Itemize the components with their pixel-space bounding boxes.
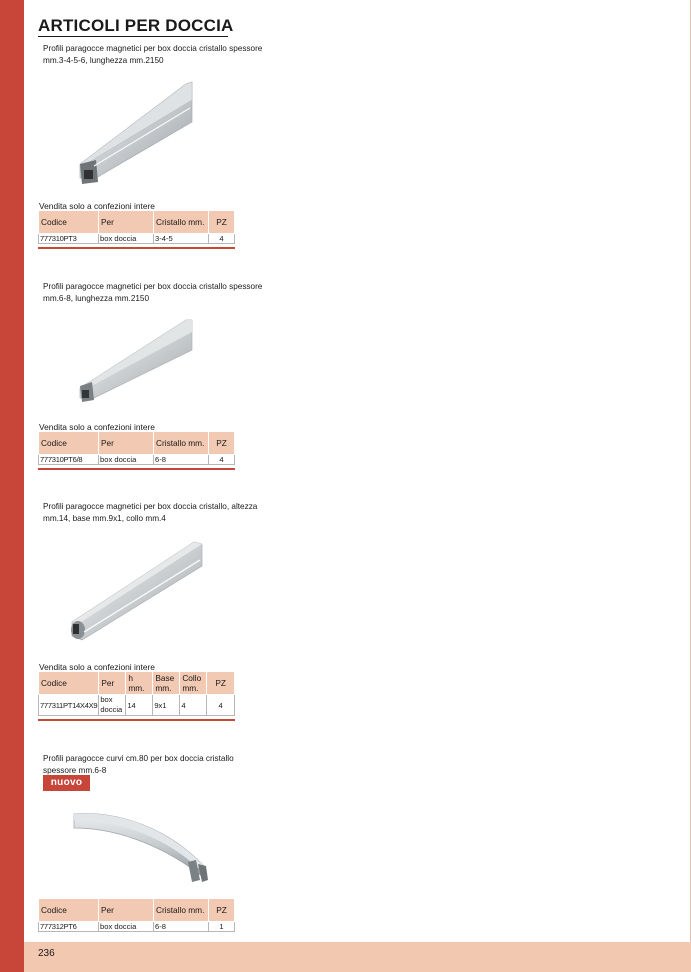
column-header: Codice (39, 211, 99, 234)
footer-band (24, 942, 691, 972)
column-header: Cristallo mm. (154, 211, 209, 234)
cell-collo: 4 (180, 695, 207, 716)
column-header: Base mm. (153, 672, 180, 695)
product-3-description: Profili paragocce magnetici per box doccia cristallo, altezza mm.14, base mm.9x1, collo mm.4 (43, 502, 258, 523)
cell-per: box doccia (99, 234, 154, 244)
column-header: h mm. (126, 672, 153, 695)
table-row (39, 455, 235, 465)
cell-per: box doccia (99, 922, 154, 932)
column-header: PZ (209, 899, 235, 922)
section-divider (38, 247, 235, 249)
product-4-table (38, 898, 235, 932)
new-badge: nuovo (43, 775, 90, 791)
cell-h: 14 (126, 695, 153, 716)
column-header: Per (99, 899, 154, 922)
product-3-table (38, 671, 235, 716)
column-header: Per (99, 672, 126, 695)
page-number: 236 (38, 948, 55, 959)
product-4-image (70, 806, 210, 884)
cell-cristallo: 6-8 (154, 922, 209, 932)
cell-pz: 4 (209, 455, 235, 465)
cell-base: 9x1 (153, 695, 180, 716)
cell-code: 777311PT14X4X9 (39, 695, 99, 716)
left-accent-bar (0, 0, 24, 972)
cell-per: box doccia (99, 695, 126, 716)
product-3-sale-note: Vendita solo a confezioni intere (39, 662, 155, 672)
table-row (39, 234, 235, 244)
cell-cristallo: 3-4-5 (154, 234, 209, 244)
product-2-sale-note: Vendita solo a confezioni intere (39, 422, 155, 432)
column-header: PZ (209, 211, 235, 234)
cell-pz: 1 (209, 922, 235, 932)
product-1-table (38, 210, 235, 244)
product-2-image (76, 318, 196, 404)
cell-code: 777312PT6 (39, 922, 99, 932)
product-1-image (74, 78, 196, 188)
column-header: Per (99, 432, 154, 455)
cell-per: box doccia (99, 455, 154, 465)
page-title: ARTICOLI PER DOCCIA (38, 16, 234, 35)
cell-code: 777310PT6/8 (39, 455, 99, 465)
cell-pz: 4 (209, 234, 235, 244)
column-header: Per (99, 211, 154, 234)
product-1-description: Profili paragocce magnetici per box doccia cristallo spessore mm.3-4-5-6, lunghezza mm.2150 (43, 44, 263, 65)
section-divider (38, 468, 235, 470)
cell-cristallo: 6-8 (154, 455, 209, 465)
product-1-sale-note: Vendita solo a confezioni intere (39, 201, 155, 211)
product-2-description: Profili paragocce magnetici per box doccia cristallo spessore mm.6-8, lunghezza mm.2150 (43, 282, 263, 303)
cell-pz: 4 (207, 695, 235, 716)
column-header: Cristallo mm. (154, 432, 209, 455)
product-2-table (38, 431, 235, 465)
column-header: Codice (39, 432, 99, 455)
column-header: Codice (39, 899, 99, 922)
column-header: PZ (209, 432, 235, 455)
table-row (39, 695, 235, 716)
column-header: Cristallo mm. (154, 899, 209, 922)
product-4-description: Profili paragocce curvi cm.80 per box doccia cristallo spessore mm.6-8 (43, 754, 234, 775)
column-header: Codice (39, 672, 99, 695)
cell-code: 777310PT3 (39, 234, 99, 244)
column-header: PZ (207, 672, 235, 695)
title-underline (38, 36, 228, 37)
section-divider (38, 719, 235, 721)
column-header: Collo mm. (180, 672, 207, 695)
table-row (39, 922, 235, 932)
product-3-image (68, 540, 204, 646)
